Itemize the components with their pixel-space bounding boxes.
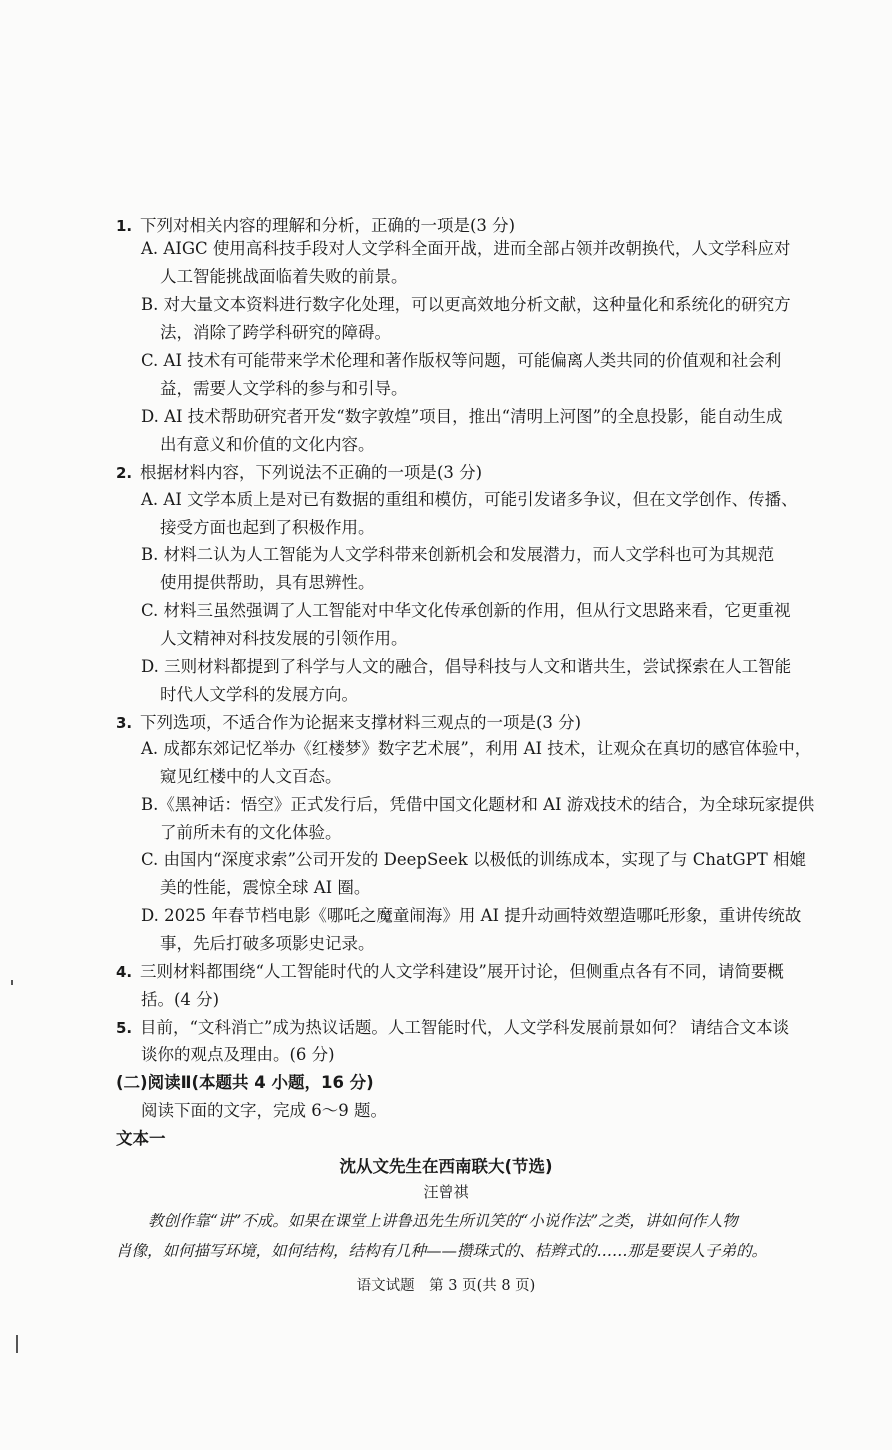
option-line: A. 成都东郊记忆举办《红楼梦》数字艺术展”，利用 AI 技术，让观众在真切的感官体验中，	[141, 739, 812, 758]
option-line: 美的性能，震惊全球 AI 圈。	[160, 878, 371, 897]
option-line: B. 材料二认为人工智能为人文学科带来创新机会和发展潜力，而人文学科也可为其规范	[141, 545, 775, 564]
option-line: B. 对大量文本资料进行数字化处理，可以更高效地分析文献，这种量化和系统化的研究方	[141, 295, 791, 314]
scan-mark	[11, 980, 13, 985]
option-d	[141, 403, 831, 459]
text-label: 文本一	[116, 1129, 166, 1148]
option-line: 益，需要人文学科的参与和引导。	[160, 379, 408, 398]
option-d	[141, 653, 831, 709]
question-5-continued: 谈你的观点及理由。(6 分)	[141, 1045, 335, 1064]
option-line: 时代人文学科的发展方向。	[160, 685, 358, 704]
question-stem: 根据材料内容，下列说法不正确的一项是(3 分)	[140, 463, 483, 482]
question-number: 1.	[116, 217, 133, 235]
section-heading: (二)阅读Ⅱ(本题共 4 小题，16 分)	[116, 1073, 374, 1092]
option-d	[141, 902, 831, 958]
passage-line-1: 教创作靠“讲”不成。如果在课堂上讲鲁迅先生所讥笑的“小说作法”之类，讲如何作人物	[148, 1212, 738, 1230]
question-number: 2.	[116, 464, 133, 482]
option-a	[141, 235, 831, 291]
page-footer: 语文试题 第 3 页(共 8 页)	[356, 1278, 536, 1294]
option-line: C. 由国内“深度求索”公司开发的 DeepSeek 以极低的训练成本，实现了与 ChatGPT 相媲	[141, 850, 807, 869]
option-line: A. AI 文学本质上是对已有数据的重组和模仿，可能引发诸多争议，但在文学创作、传播、	[141, 490, 798, 509]
passage-title: 沈从文先生在西南联大(节选)	[339, 1157, 553, 1176]
option-line: C. 材料三虽然强调了人工智能对中华文化传承创新的作用，但从行文思路来看，它更重视	[141, 601, 791, 620]
option-line: 使用提供帮助，具有思辨性。	[160, 573, 375, 592]
option-line: 人文精神对科技发展的引领作用。	[160, 629, 408, 648]
option-b	[141, 291, 831, 347]
option-line: 法，消除了跨学科研究的障碍。	[160, 323, 391, 342]
option-a	[141, 735, 831, 791]
option-line: D. 三则材料都提到了科学与人文的融合，倡导科技与人文和谐共生，尝试探索在人工智能	[141, 657, 792, 676]
question-stem: 三则材料都围绕“人工智能时代的人文学科建设”展开讨论，但侧重点各有不同，请简要概	[140, 962, 784, 981]
option-c	[141, 347, 831, 403]
option-b	[141, 541, 831, 597]
option-c	[141, 846, 831, 902]
scan-mark	[16, 1335, 18, 1353]
option-line: B.《黑神话：悟空》正式发行后，凭借中国文化题材和 AI 游戏技术的结合，为全球玩家提供	[141, 795, 815, 814]
question-number: 3.	[116, 714, 133, 732]
question-number: 4.	[116, 963, 133, 981]
option-line: 接受方面也起到了积极作用。	[160, 518, 375, 537]
option-line: 人工智能挑战面临着失败的前景。	[160, 267, 408, 286]
option-line: 事，先后打破多项影史记录。	[160, 934, 375, 953]
option-line: 窥见红楼中的人文百态。	[160, 767, 342, 786]
question-4-continued: 括。(4 分)	[141, 990, 220, 1009]
option-c	[141, 597, 831, 653]
option-line: 出有意义和价值的文化内容。	[160, 435, 375, 454]
question-stem: 下列对相关内容的理解和分析，正确的一项是(3 分)	[140, 216, 516, 235]
option-line: D. AI 技术帮助研究者开发“数字敦煌”项目，推出“清明上河图”的全息投影，能自动生成	[141, 407, 783, 426]
option-line: D. 2025 年春节档电影《哪吒之魔童闹海》用 AI 提升动画特效塑造哪吒形象，重讲传统故	[141, 906, 802, 925]
option-b	[141, 791, 831, 847]
question-stem: 下列选项，不适合作为论据来支撑材料三观点的一项是(3 分)	[140, 713, 582, 732]
section-instruction: 阅读下面的文字，完成 6～9 题。	[141, 1101, 387, 1120]
passage-line-2: 肖像，如何描写环境，如何结构，结构有几种——攒珠式的、桔辫式的……那是要误人子弟的。	[116, 1242, 768, 1260]
question-stem: 目前，“文科消亡”成为热议话题。人工智能时代，人文学科发展前景如何？ 请结合文本谈	[140, 1018, 790, 1037]
option-line: 了前所未有的文化体验。	[160, 823, 342, 842]
passage-author: 汪曾祺	[423, 1183, 469, 1201]
option-line: A. AIGC 使用高科技手段对人文学科全面开战，进而全部占领并改朝换代，人文学科应对	[141, 239, 791, 258]
question-number: 5.	[116, 1019, 133, 1037]
option-a	[141, 486, 831, 542]
option-line: C. AI 技术有可能带来学术伦理和著作版权等问题，可能偏离人类共同的价值观和社会利	[141, 351, 782, 370]
